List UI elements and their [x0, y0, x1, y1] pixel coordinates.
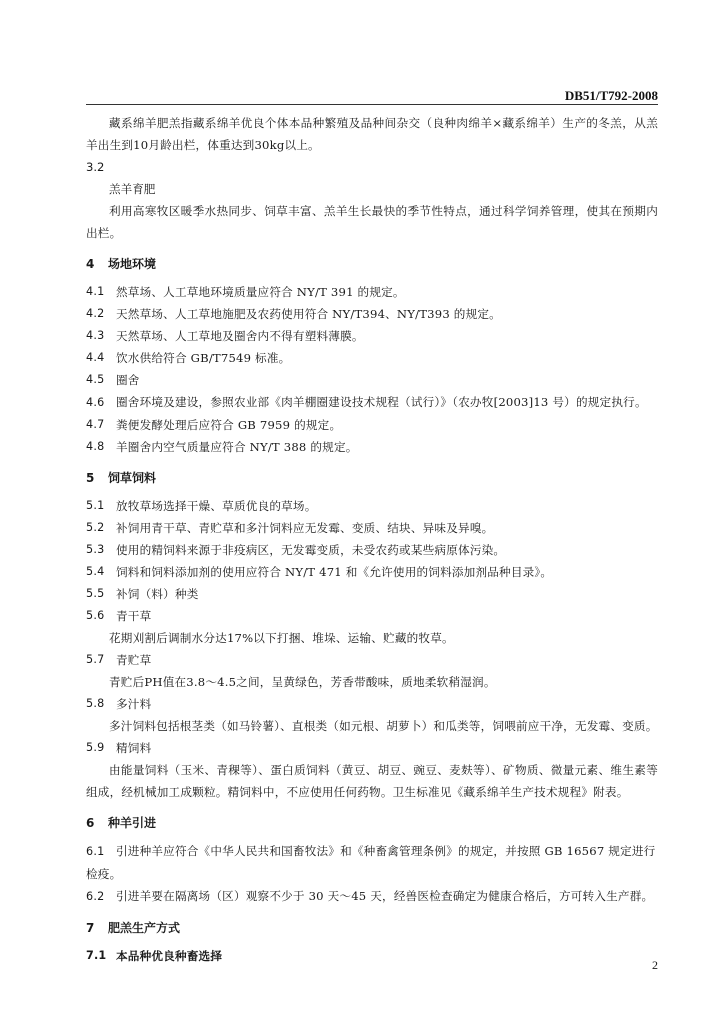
clause-item	[86, 495, 658, 517]
clause-number: 5.1	[86, 499, 105, 512]
header-rule	[86, 104, 658, 105]
clause-text: 引进种羊应符合《中华人民共和国畜牧法》和《种畜禽管理条例》的规定，并按照 GB 16567 规定进行检疫。	[86, 844, 656, 881]
clause-item	[86, 391, 658, 414]
clause-text: 引进羊要在隔离场（区）观察不少于 30 天～45 天，经兽医检查确定为健康合格后，方可转入生产群。	[116, 889, 654, 903]
clause-number: 5.4	[86, 565, 105, 578]
clause-item	[86, 583, 658, 605]
clause-title: 本品种优良种畜选择	[116, 949, 223, 963]
clause-item	[86, 885, 658, 908]
clause-number: 5.6	[86, 609, 105, 622]
clause-number: 6.1	[86, 845, 105, 858]
clause-item	[86, 369, 658, 391]
clause-item	[86, 605, 658, 627]
section-number: 7	[86, 921, 95, 935]
clause-item	[86, 649, 658, 671]
clause-item	[86, 325, 658, 347]
clause-text: 天然草场、人工草地及圈舍内不得有塑料薄膜。	[116, 329, 364, 343]
section-title: 饲草饲料	[108, 471, 157, 485]
standard-code: DB51/T792-2008	[564, 88, 658, 103]
clause-text: 由能量饲料（玉米、青稞等）、蛋白质饲料（黄豆、胡豆、豌豆、麦麸等）、矿物质、微量元素、维生素等组成，经机械加工成颗粒。精饲料中，不应使用任何药物。卫生标准见《藏系绵羊生产技术规程》附表。	[86, 763, 658, 799]
clause-text: 补饲（料）种类	[116, 587, 199, 601]
clause-number: 4.2	[86, 307, 105, 320]
clause-text: 放牧草场选择干燥、草质优良的草场。	[116, 499, 317, 513]
clause-number: 4.8	[86, 440, 105, 453]
clause-number: 4.6	[86, 396, 105, 409]
clause-title: 青贮草	[116, 653, 152, 667]
page-number: 2	[652, 958, 658, 972]
clause-item	[86, 840, 658, 885]
clause-title: 精饲料	[116, 741, 152, 755]
document-body	[86, 112, 658, 967]
clause-item	[86, 303, 658, 325]
clause-number: 7.1	[86, 949, 107, 962]
clause-item	[86, 347, 658, 369]
clause-text: 粪便发酵处理后应符合 GB 7959 的规定。	[116, 418, 342, 432]
section-title: 场地环境	[108, 257, 157, 271]
clause-number: 4.7	[86, 418, 105, 431]
clause-title: 青干草	[116, 609, 152, 623]
clause-text: 青贮后PH值在3.8～4.5之间，呈黄绿色，芳香带酸味，质地柔软稍湿润。	[109, 675, 496, 689]
clause-number: 4.1	[86, 285, 105, 298]
clause-number: 4.4	[86, 351, 105, 364]
clause-number: 5.9	[86, 741, 105, 754]
clause-text: 圈舍	[116, 373, 140, 387]
section-number: 6	[86, 816, 95, 830]
clause-item	[86, 414, 658, 436]
section-number: 5	[86, 471, 95, 485]
clause-number: 3.2	[86, 160, 105, 174]
section-heading	[86, 253, 658, 275]
section-title: 种羊引进	[108, 816, 157, 830]
section-title: 肥羔生产方式	[108, 921, 181, 935]
clause-item	[86, 436, 658, 458]
clause-text: 花期刈割后调制水分达17%以下打捆、堆垛、运输、贮藏的牧草。	[109, 631, 454, 645]
clause-text: 饲料和饲料添加剂的使用应符合 NY/T 471 和《允许使用的饲料添加剂品种目录》。	[116, 565, 553, 579]
clause-item	[86, 517, 658, 539]
clause-number: 5.3	[86, 543, 105, 556]
clause-text: 羊圈舍内空气质量应符合 NY/T 388 的规定。	[116, 440, 358, 454]
clause-item	[86, 561, 658, 583]
section-heading	[86, 467, 658, 489]
clause-text: 然草场、人工草地环境质量应符合 NY/T 391 的规定。	[116, 285, 405, 299]
clause-number: 4.5	[86, 373, 105, 386]
clause-number: 5.7	[86, 653, 105, 666]
section-number: 4	[86, 257, 95, 271]
clause-number: 4.3	[86, 329, 105, 342]
clause-text: 利用高寒牧区暖季水热同步、饲草丰富、羔羊生长最快的季节性特点，通过科学饲养管理，使其在预期内出栏。	[86, 204, 658, 240]
clause-title: 多汁料	[116, 697, 152, 711]
clause-item	[86, 539, 658, 561]
clause-item	[86, 737, 658, 759]
clause-number: 5.5	[86, 587, 105, 600]
clause-text: 饮水供给符合 GB/T7549 标准。	[116, 351, 291, 365]
section-heading	[86, 917, 658, 939]
clause-number: 5.2	[86, 521, 105, 534]
clause-text: 天然草场、人工草地施肥及农药使用符合 NY/T394、NY/T393 的规定。	[116, 307, 501, 321]
clause-text: 补饲用青干草、青贮草和多汁饲料应无发霉、变质、结块、异味及异嗅。	[116, 521, 494, 535]
clause-title: 羔羊育肥	[109, 182, 156, 196]
clause-number: 6.2	[86, 890, 105, 903]
clause-item	[86, 281, 658, 303]
clause-item	[86, 693, 658, 715]
clause-text: 圈舍环境及建设，参照农业部《肉羊棚圈建设技术规程（试行）》（农办牧[2003]13 号）的规定执行。	[116, 395, 647, 409]
clause-text: 多汁饲料包括根茎类（如马铃薯）、直根类（如元根、胡萝卜）和瓜类等，饲喂前应干净，无发霉、变质。	[109, 719, 658, 733]
clause-text: 使用的精饲料来源于非疫病区，无发霉变质，未受农药或某些病原体污染。	[116, 543, 506, 557]
intro-paragraph: 藏系绵羊肥羔指藏系绵羊优良个体本品种繁殖及品种间杂交（良种肉绵羊×藏系绵羊）生产的冬羔，从羔羊出生到10月龄出栏，体重达到30kg以上。	[86, 116, 658, 152]
section-heading	[86, 812, 658, 834]
clause-item	[86, 945, 658, 967]
clause-number: 5.8	[86, 697, 105, 710]
